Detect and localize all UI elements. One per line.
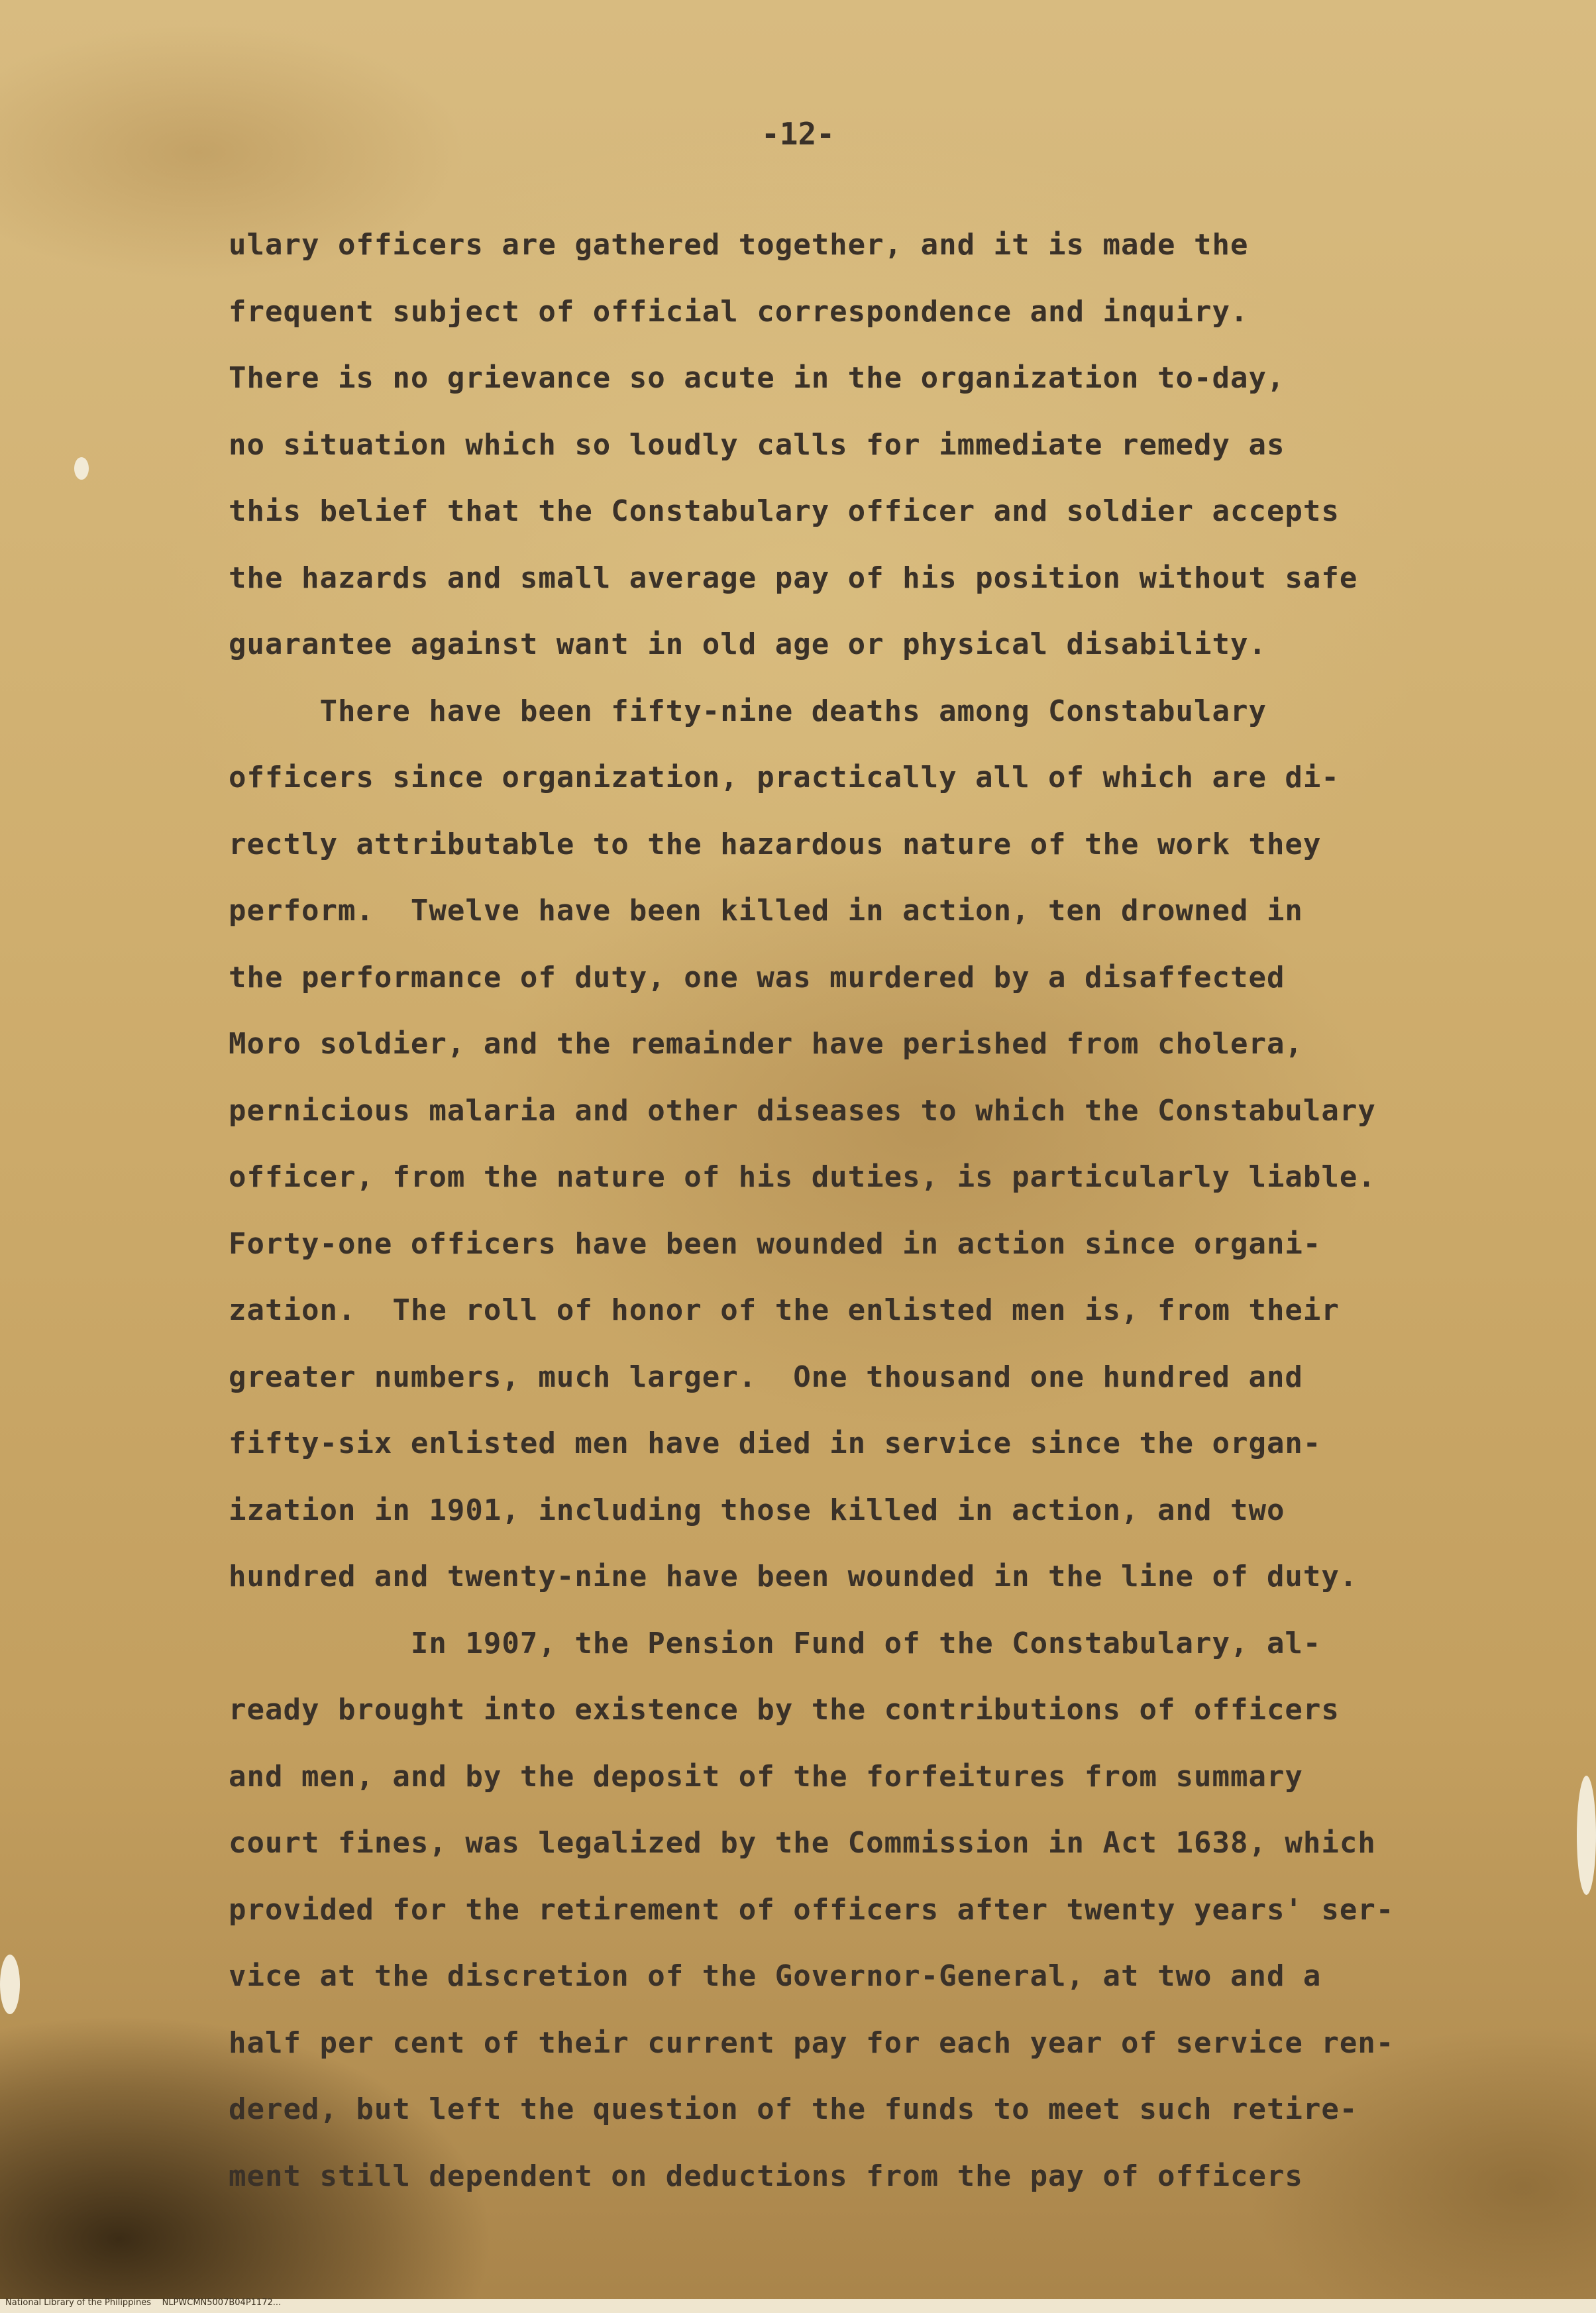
paper-hole: [1577, 1776, 1596, 1895]
text-line: In 1907, the Pension Fund of the Constabulary, al-: [229, 1626, 1322, 1660]
text-line: officers since organization, practically all of which are di-: [229, 761, 1340, 794]
text-line: greater numbers, much larger. One thousand one hundred and: [229, 1360, 1303, 1394]
text-line: There have been fifty-nine deaths among Constabulary: [229, 694, 1267, 728]
text-line: pernicious malaria and other diseases to which the Constabulary: [229, 1093, 1376, 1128]
text-line: Moro soldier, and the remainder have perished from cholera,: [229, 1027, 1303, 1061]
text-line: Forty-one officers have been wounded in action since organi-: [229, 1226, 1322, 1261]
text-line: and men, and by the deposit of the forfeitures from summary: [229, 1759, 1303, 1794]
text-line: fifty-six enlisted men have died in service since the organ-: [229, 1426, 1322, 1460]
text-line: this belief that the Constabulary officer and soldier accepts: [229, 494, 1340, 528]
text-line: perform. Twelve have been killed in action, ten drowned in: [229, 894, 1303, 928]
text-line: frequent subject of official correspondence and inquiry.: [229, 294, 1249, 329]
text-line: provided for the retirement of officers after twenty years' ser-: [229, 1892, 1395, 1927]
paper-hole: [74, 457, 89, 480]
archive-footer: National Library of the Philippines NLPWCMN5007B04P1172...: [5, 2298, 282, 2308]
text-line: guarantee against want in old age or physical disability.: [229, 627, 1267, 661]
text-line: rectly attributable to the hazardous nature of the work they: [229, 827, 1322, 861]
text-line: hundred and twenty-nine have been wounded in the line of duty.: [229, 1560, 1358, 1593]
typed-body-text: [229, 212, 1547, 2210]
text-line: ulary officers are gathered together, and it is made the: [229, 228, 1249, 262]
text-line: the performance of duty, one was murdered by a disaffected: [229, 960, 1285, 995]
text-line: court fines, was legalized by the Commission in Act 1638, which: [229, 1826, 1376, 1860]
text-line: officer, from the nature of his duties, is particularly liable.: [229, 1160, 1376, 1194]
text-line: no situation which so loudly calls for immediate remedy as: [229, 427, 1285, 462]
text-line: vice at the discretion of the Governor-General, at two and a: [229, 1959, 1322, 1993]
text-line: the hazards and small average pay of his position without safe: [229, 561, 1358, 595]
text-line: There is no grievance so acute in the organization to-day,: [229, 361, 1285, 395]
text-line: ready brought into existence by the contributions of officers: [229, 1693, 1340, 1727]
text-line: half per cent of their current pay for each year of service ren-: [229, 2025, 1395, 2060]
page-number: -12-: [761, 116, 835, 152]
paper-hole: [0, 1955, 20, 2014]
text-line: dered, but left the question of the funds to meet such retire-: [229, 2092, 1358, 2126]
text-line: zation. The roll of honor of the enlisted men is, from their: [229, 1293, 1340, 1327]
text-line: ment still dependent on deductions from the pay of officers: [229, 2159, 1303, 2193]
text-line: ization in 1901, including those killed in action, and two: [229, 1493, 1285, 1527]
